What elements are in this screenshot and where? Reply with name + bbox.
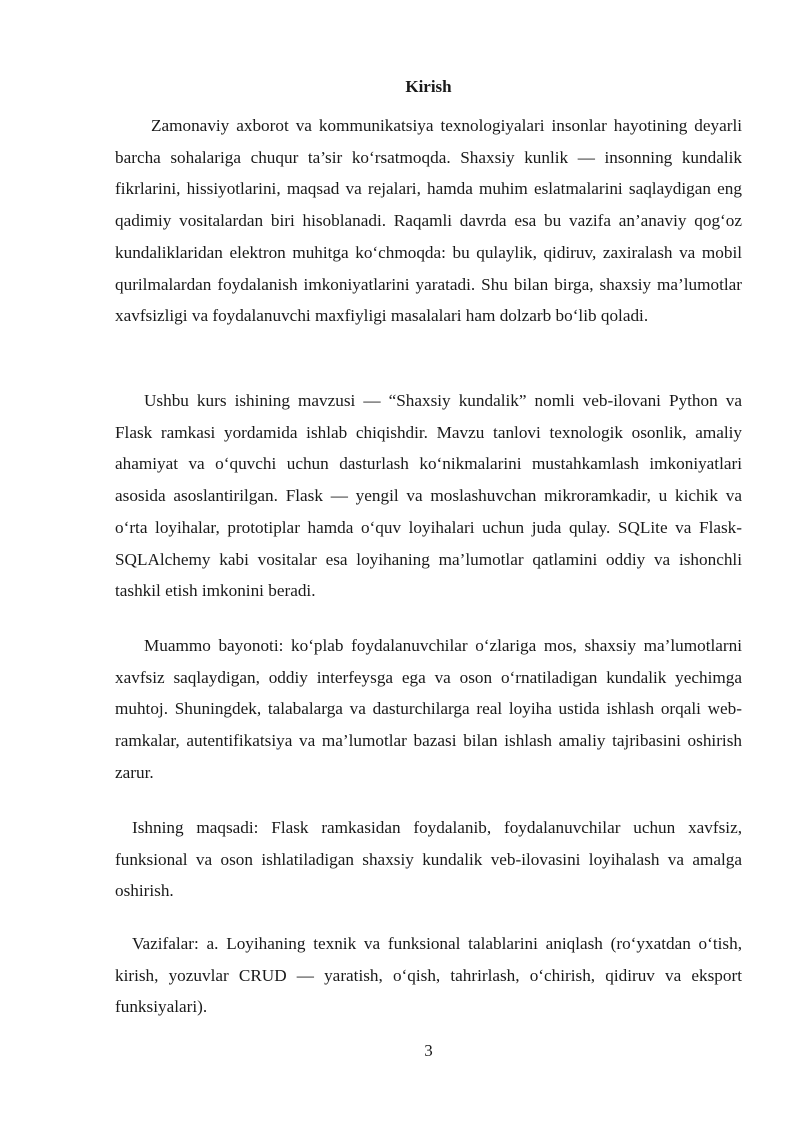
paragraph-problem-statement: Muammo bayonoti: ko‘plab foydalanuvchilar o‘zlariga mos, shaxsiy ma’lumotlarni xavfsiz saqlaydigan, oddiy interfeysga ega va oson o‘rnatiladigan kundalik yechimga muhtoj. Shuningdek, talabalarga va dasturchilarga real loyiha ustida ishlash orqali web-ramkalar, autentifikatsiya va ma’lumotlar bazasi bilan ishlash amaliy tajribasini oshirish zarur. [115,636,742,782]
document-page [115,0,742,1131]
paragraph-course-topic: Ushbu kurs ishining mavzusi — “Shaxsiy kundalik” nomli veb-ilovani Python va Flask ramkasi yordamida ishlab chiqishdir. Mavzu tanlovi texnologik osonlik, amaliy ahamiyat va o‘quvchi uchun dasturlash ko‘nikmalarini mustahkamlash imkoniyatlari asosida asoslantirilgan. Flask — yengil va moslashuvchan mikroramkadir, u kichik va o‘rta loyihalar, prototiplar hamda o‘quv loyihalari uchun juda qulay. SQLite va Flask-SQLAlchemy kabi vositalar esa loyihaning ma’lumotlar qatlamini oddiy va ishonchli tashkil etish imkonini beradi. [115,391,742,601]
paragraph-introduction: Zamonaviy axborot va kommunikatsiya texnologiyalari insonlar hayotining deyarli barcha sohalariga chuqur ta’sir ko‘rsatmoqda. Shaxsiy kunlik — insonning kundalik fikrlarini, hissiyotlarini, maqsad va rejalari, hamda muhim eslatmalarini saqlaydigan eng qadimiy vositalardan biri hisoblanadi. Raqamli davrda esa bu vazifa an’anaviy qog‘oz kundaliklaridan elektron muhitga ko‘chmoqda: bu qulaylik, qidiruv, zaxiralash va mobil qurilmalardan foydalanish imkoniyatlarini yaratadi. Shu bilan birga, shaxsiy ma’lumotlar xavfsizligi va foydalanuvchi maxfiyligi masalalari ham dolzarb bo‘lib qoladi. [115,116,742,326]
paragraph-goal: Ishning maqsadi: Flask ramkasidan foydalanib, foydalanuvchilar uchun xavfsiz, funksional va oson ishlatiladigan shaxsiy kundalik veb-ilovasini loyihalash va amalga oshirish. [115,818,742,901]
section-heading: Kirish [405,77,452,96]
page-number: 3 [424,1041,433,1060]
paragraph-tasks: Vazifalar: a. Loyihaning texnik va funksional talablarini aniqlash (ro‘yxatdan o‘tish, kirish, yozuvlar CRUD — yaratish, o‘qish, tahrirlash, o‘chirish, qidiruv va eksport funksiyalari). [115,934,742,1017]
